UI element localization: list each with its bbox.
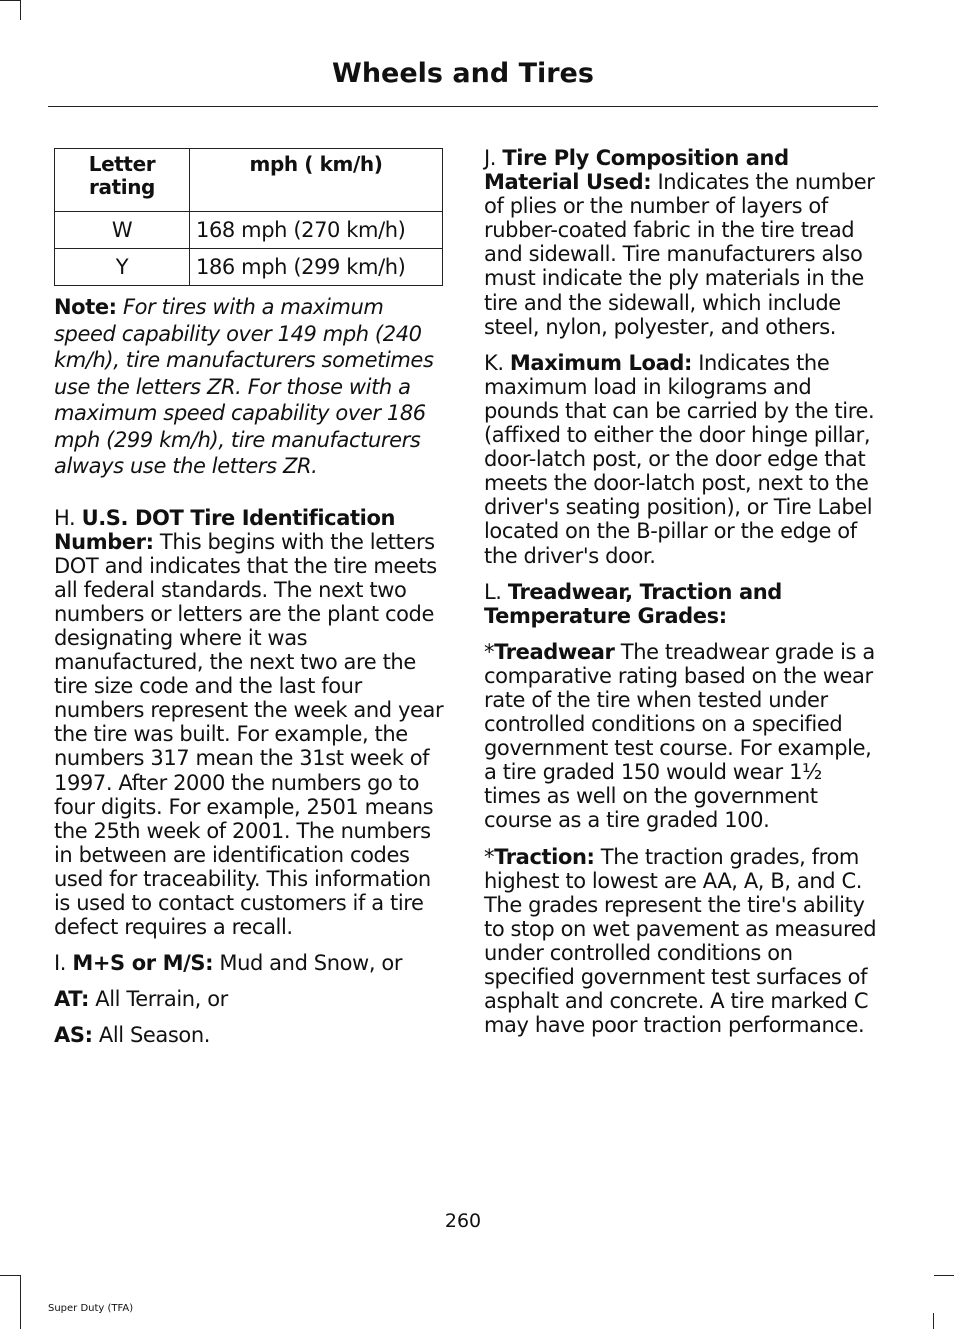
- paragraph-at: [54, 987, 446, 1011]
- speed-rating-table: [54, 148, 443, 286]
- item-label: AT:: [54, 987, 89, 1012]
- note-label: Note:: [54, 295, 117, 319]
- crop-mark: [933, 1313, 934, 1329]
- item-label: Treadwear, Traction and Temperature Grades:: [484, 579, 782, 628]
- spacer: [54, 492, 446, 506]
- item-label: U.S. DOT Tire Identification Number:: [54, 505, 396, 554]
- table-cell: W: [55, 212, 190, 249]
- paragraph-l: [484, 580, 878, 628]
- note-text: For tires with a maximum speed capability over 149 mph (240 km/h), tire manufacturers sometimes use the letters ZR. For those with a maximum speed capability over 186 mph (299 km/h), tire manufacturers always use the letters ZR.: [54, 295, 434, 478]
- item-prefix: J.: [484, 146, 503, 170]
- crop-mark: [934, 1275, 954, 1276]
- item-text: Indicates the maximum load in kilograms and pounds that can be carried by the tire. (affixed to either the door hinge pillar, door-latch post, or the door edge that meets the door-latch post, next to the driver's seating position), or Tire Label located on the B-pillar or the edge of the driver's door.: [484, 350, 875, 568]
- item-prefix: H.: [54, 505, 82, 530]
- item-prefix: *: [484, 844, 495, 869]
- item-label: AS:: [54, 1023, 93, 1048]
- item-label: M+S or M/S:: [72, 951, 214, 976]
- item-text: The traction grades, from highest to lowest are AA, A, B, and C. The grades represent the tire's ability to stop on wet pavement as measured under controlled conditions on specified government test surfaces of asphalt and concrete. A tire marked C may have poor traction performance.: [484, 844, 877, 1038]
- item-prefix: K.: [484, 350, 510, 375]
- item-label: Maximum Load:: [509, 350, 692, 375]
- crop-mark: [0, 1275, 20, 1276]
- note-paragraph: [54, 294, 446, 480]
- crop-mark: [20, 0, 21, 20]
- item-text: Mud and Snow, or: [213, 951, 403, 976]
- table-cell: 186 mph (299 km/h): [190, 249, 443, 286]
- table-cell: 168 mph (270 km/h): [190, 212, 443, 249]
- paragraph-k: [484, 351, 878, 568]
- item-label: Traction:: [494, 844, 595, 869]
- item-label: Tire Ply Composition and Material Used:: [484, 146, 789, 195]
- crop-mark: [0, 0, 20, 1]
- header-divider: [48, 106, 878, 107]
- crop-mark: [20, 1275, 21, 1329]
- left-column: [54, 146, 446, 1059]
- table-cell: Y: [55, 249, 190, 286]
- paragraph-as: [54, 1023, 446, 1047]
- item-text: All Season.: [92, 1023, 211, 1048]
- item-text: Indicates the number of plies or the number of layers of rubber-coated fabric in the tire tread and sidewall. Tire manufacturers also must indicate the ply materials in the tire and the sidewall, which include steel, nylon, polyester, and others.: [484, 170, 875, 339]
- right-column: [484, 146, 878, 1049]
- paragraph-traction: [484, 845, 878, 1038]
- table-header-row: [55, 149, 443, 212]
- paragraph-i: [54, 951, 446, 975]
- item-text: All Terrain, or: [89, 987, 228, 1012]
- page-number: 260: [444, 1210, 482, 1232]
- paragraph-treadwear: [484, 640, 878, 833]
- table-row: [55, 249, 443, 286]
- item-label: Treadwear: [494, 639, 615, 664]
- item-prefix: *: [484, 639, 495, 664]
- footer-model-label: Super Duty (TFA): [48, 1303, 134, 1314]
- paragraph-h: [54, 506, 446, 940]
- item-prefix: I.: [54, 951, 73, 976]
- item-text: The treadwear grade is a comparative rating based on the wear rate of the tire when tested under controlled conditions on a specified government test course. For example, a tire graded 150 would wear 1½ times as well on the government course as a tire graded 100.: [484, 639, 875, 833]
- item-text: This begins with the letters DOT and indicates that the tire meets all federal standards. The next two numbers or letters are the plant code designating where it was manufactured, the next two are the tire size code and the last four numbers represent the week and year the tire was built. For example, the numbers 317 mean the 31st week of 1997. After 2000 the numbers go to four digits. For example, 2501 means the 25th week of 2001. The numbers in between are identification codes used for traceability. This information is used to contact customers if a tire defect requires a recall.: [54, 529, 444, 940]
- table-header-letter-rating: Letter rating: [55, 149, 190, 212]
- table-header-speed: mph ( km/h): [190, 149, 443, 212]
- table-row: [55, 212, 443, 249]
- paragraph-j: [484, 146, 878, 339]
- page-title: Wheels and Tires: [332, 58, 594, 89]
- item-prefix: L.: [484, 579, 508, 604]
